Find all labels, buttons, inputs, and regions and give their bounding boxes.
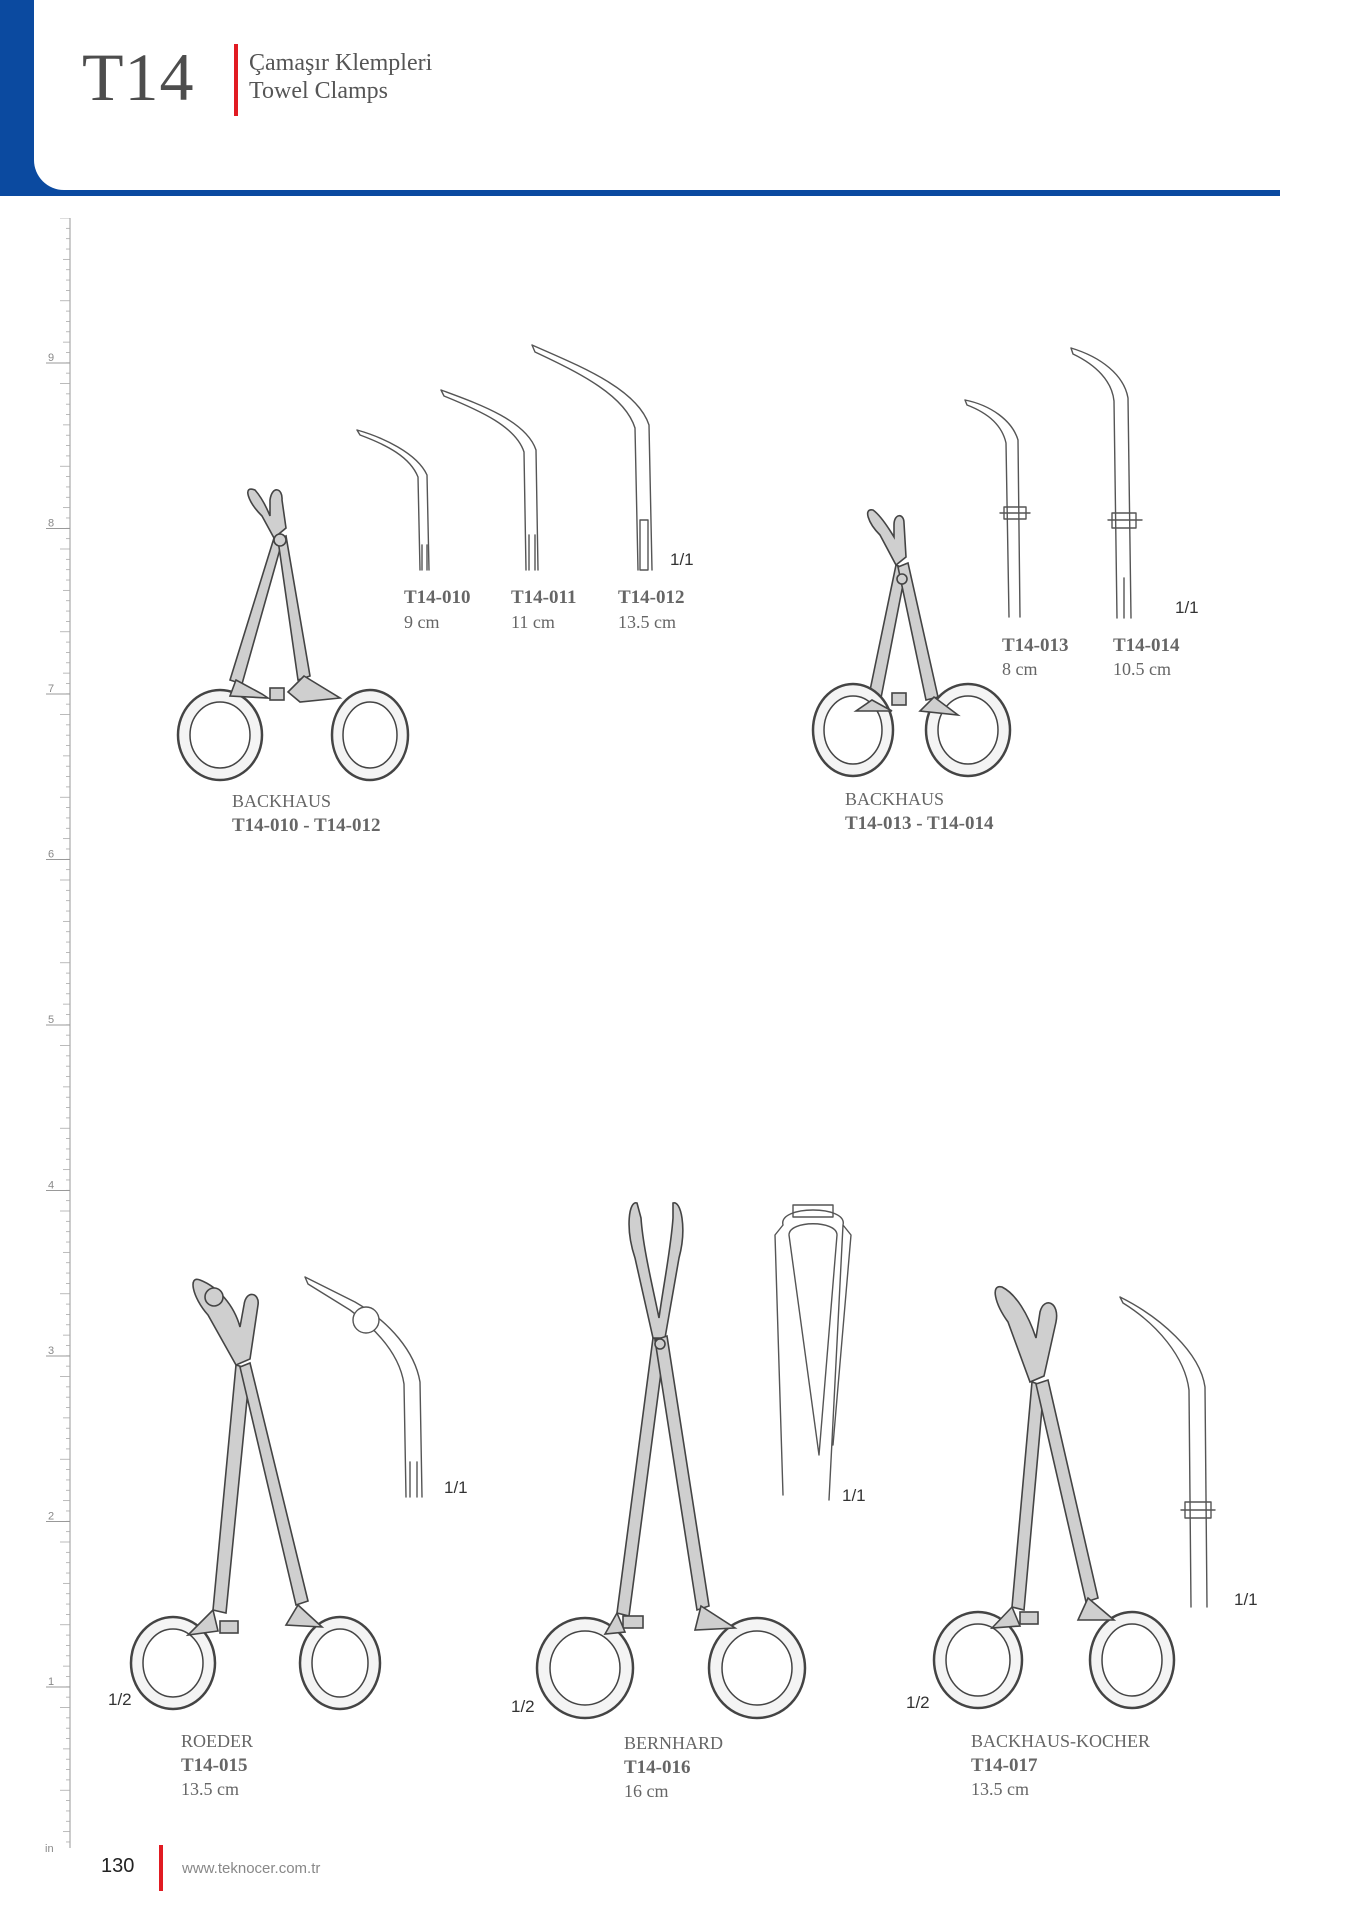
- product-code-range: T14-010 - T14-012: [232, 815, 381, 836]
- ruler-label: 6: [48, 848, 55, 861]
- jaw-tip-detail-illustration: [352, 425, 442, 575]
- page-title-tr: Çamaşır Klempleri: [249, 50, 433, 76]
- variant-code: T14-011: [511, 587, 577, 608]
- product-code: T14-016: [624, 1757, 691, 1778]
- product-code: T14-017: [971, 1755, 1038, 1776]
- jaw-tip-detail-illustration: [300, 1272, 450, 1502]
- ruler-label: 1: [48, 1676, 55, 1688]
- scale-label: 1/1: [670, 550, 694, 569]
- variant-code: T14-012: [618, 587, 685, 608]
- variant-size: 13.5 cm: [618, 612, 676, 632]
- ruler-label: 7: [48, 683, 55, 695]
- variant-size: 11 cm: [511, 612, 555, 632]
- header-blue-band: [0, 0, 34, 196]
- jaw-tip-detail-illustration: [1115, 1292, 1235, 1612]
- scale-label-detail: 1/1: [444, 1478, 468, 1497]
- ruler-label: 9: [48, 352, 55, 364]
- product-name: BACKHAUS: [845, 789, 945, 809]
- jaw-tip-detail-illustration: [527, 340, 667, 575]
- inch-ruler: [42, 218, 72, 1848]
- scale-label-full: 1/2: [511, 1697, 535, 1716]
- variant-code: T14-014: [1113, 635, 1180, 656]
- variant-size: 10.5 cm: [1113, 659, 1171, 679]
- ruler-label: 8: [48, 517, 55, 530]
- scale-label: 1/1: [1175, 598, 1199, 617]
- scale-label-full: 1/2: [906, 1693, 930, 1712]
- ruler-unit: in: [45, 1843, 54, 1855]
- variant-size: 8 cm: [1002, 659, 1038, 679]
- header-panel: [34, 0, 1280, 190]
- variant-size: 9 cm: [404, 612, 440, 632]
- product-size: 13.5 cm: [181, 1779, 239, 1799]
- variant-code: T14-013: [1002, 635, 1069, 656]
- jaw-tip-detail-illustration: [960, 395, 1040, 620]
- ruler-label: 5: [48, 1014, 55, 1026]
- product-name: BACKHAUS-KOCHER: [971, 1731, 1151, 1751]
- ruler-label: 3: [48, 1345, 55, 1357]
- product-code-range: T14-013 - T14-014: [845, 813, 994, 834]
- website-link[interactable]: www.teknocer.com.tr: [182, 1860, 321, 1877]
- page-number: 130: [101, 1855, 135, 1877]
- scale-label-full: 1/2: [108, 1690, 132, 1709]
- product-name: BACKHAUS: [232, 791, 332, 811]
- product-code: T14-015: [181, 1755, 248, 1776]
- jaw-tip-detail-illustration: [1066, 343, 1176, 623]
- page-title-en: Towel Clamps: [249, 78, 388, 104]
- product-size: 16 cm: [624, 1781, 669, 1801]
- product-size: 13.5 cm: [971, 1779, 1029, 1799]
- footer-divider: [159, 1845, 163, 1891]
- jaw-tip-detail-illustration: [763, 1195, 863, 1505]
- ruler-label: 4: [48, 1179, 55, 1192]
- product-name: BERNHARD: [624, 1733, 724, 1753]
- scale-label-detail: 1/1: [842, 1486, 866, 1505]
- ruler-label: 2: [48, 1510, 55, 1523]
- section-code: T14: [82, 39, 195, 115]
- header-divider: [234, 44, 238, 116]
- variant-code: T14-010: [404, 587, 471, 608]
- scale-label-detail: 1/1: [1234, 1590, 1258, 1609]
- product-name: ROEDER: [181, 1731, 253, 1751]
